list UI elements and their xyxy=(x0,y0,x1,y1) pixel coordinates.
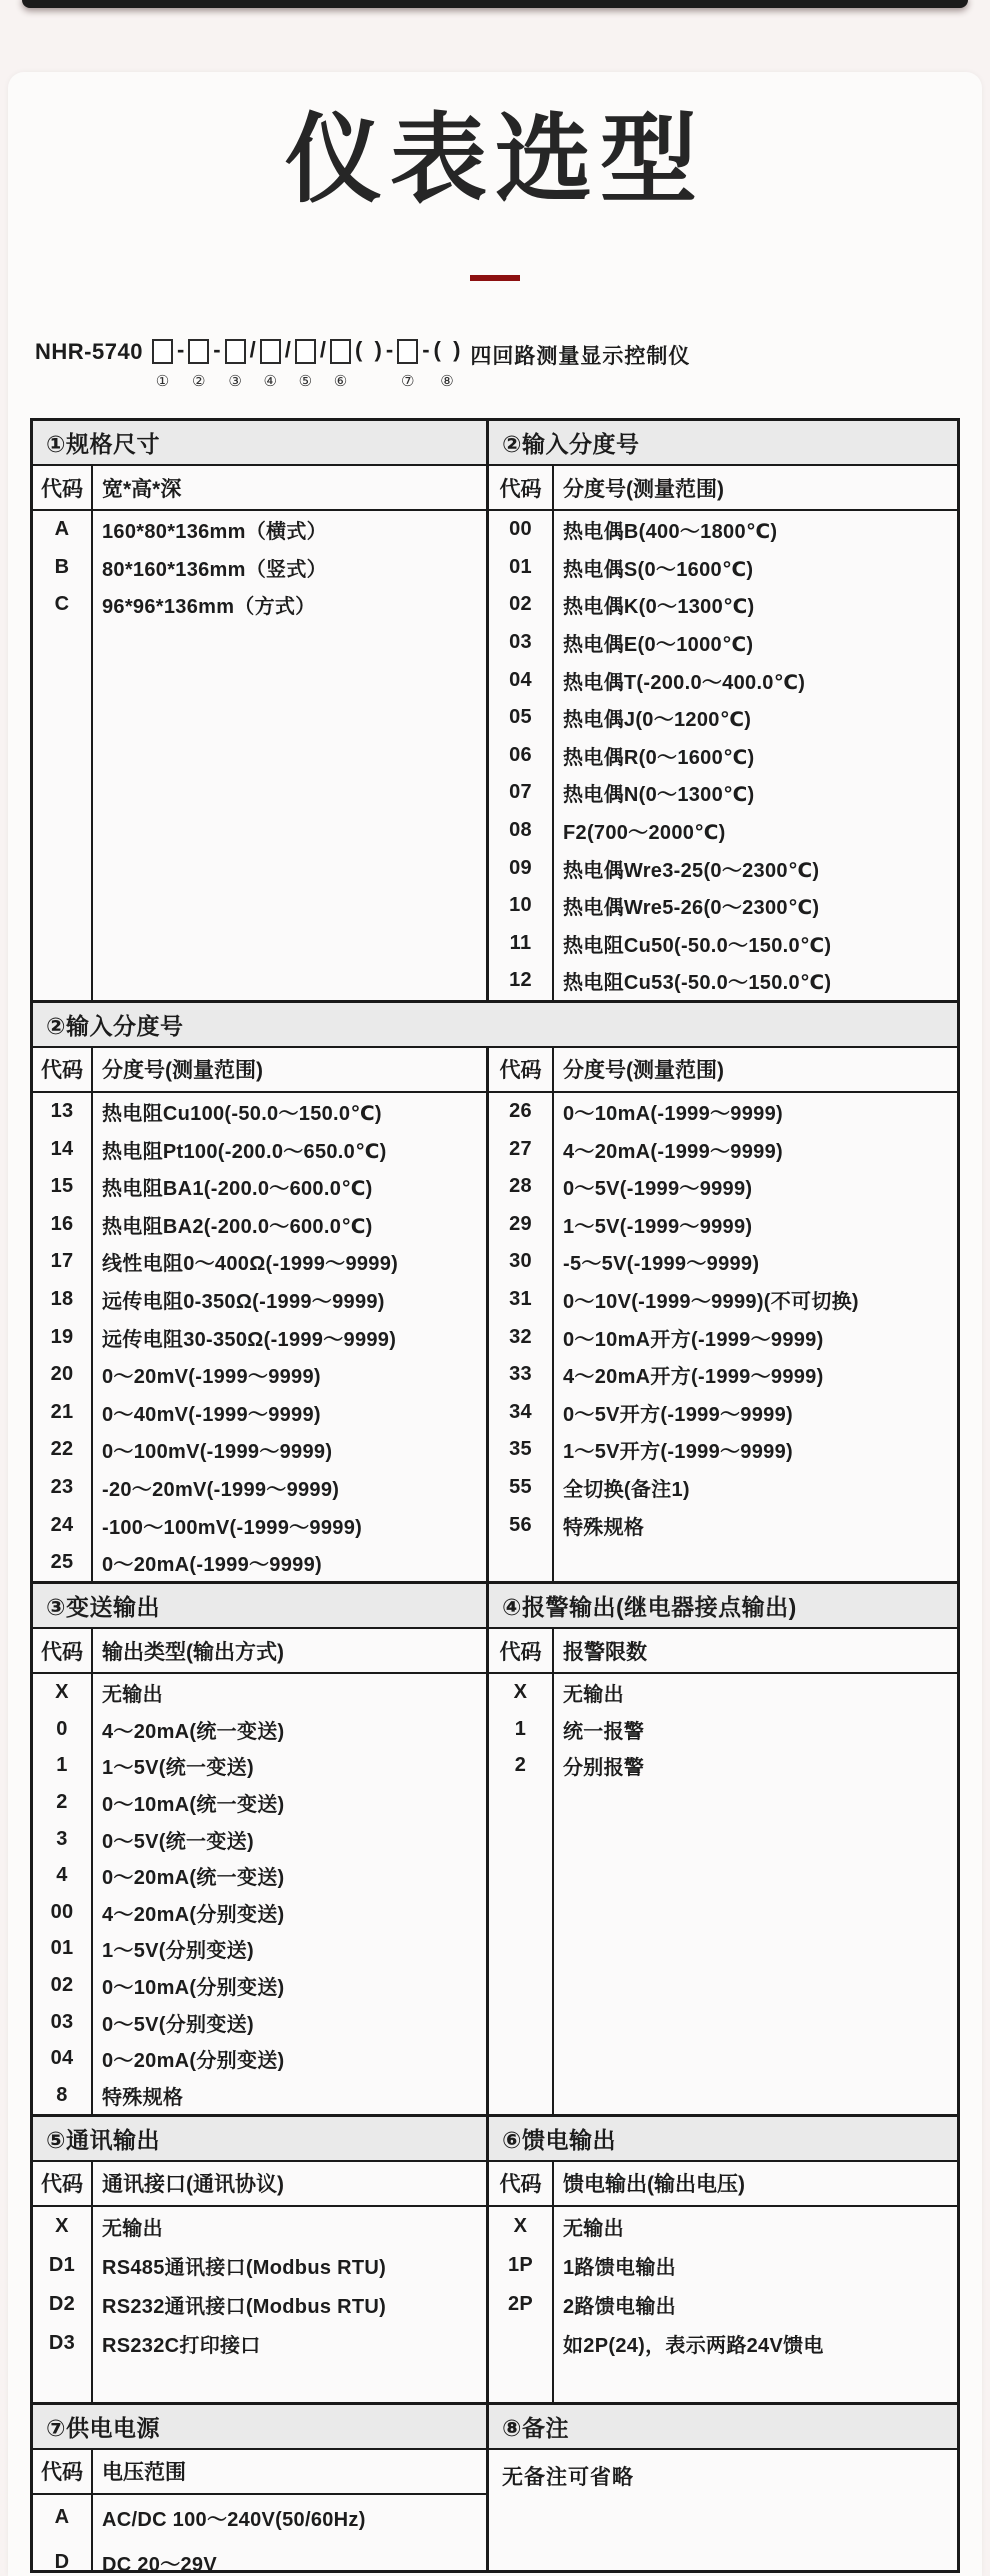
desc-cell: 0～10mA(统一变送) xyxy=(93,1784,489,1821)
separator-glyph: ( ) xyxy=(354,337,382,362)
desc-cell: -100～100mV(-1999～9999) xyxy=(93,1506,489,1544)
code-cell: D3 xyxy=(33,2324,93,2363)
desc-cell: 1路馈电输出 xyxy=(563,2256,676,2279)
code-cell xyxy=(33,925,93,963)
desc-cell: 0～10V(-1999～9999)(不可切换) xyxy=(563,1290,859,1313)
desc-cell: 4～20mA(统一变送) xyxy=(93,1711,489,1748)
desc-cell: RS485通讯接口(Modbus RTU) xyxy=(93,2246,489,2285)
desc-cell: 热电偶K(0～1300℃) xyxy=(563,596,755,619)
desc-cell: 0～5V开方(-1999～9999) xyxy=(563,1403,793,1426)
code-cell: 27 xyxy=(489,1130,554,1168)
code-box-glyph xyxy=(188,336,209,364)
code-cell: 2 xyxy=(489,1748,554,1785)
code-cell xyxy=(489,1544,554,1582)
code-cell xyxy=(33,887,93,925)
code-cell: 09 xyxy=(489,849,554,887)
code-cell xyxy=(489,1894,554,1931)
code-cell: 23 xyxy=(33,1469,93,1507)
column-header-code: 代码 xyxy=(489,1048,554,1093)
code-cell xyxy=(489,2324,554,2363)
column-header-code: 代码 xyxy=(489,466,554,511)
code-cell: 10 xyxy=(489,887,554,925)
code-cell: D xyxy=(33,2540,93,2573)
code-cell xyxy=(489,1857,554,1894)
code-cell: 06 xyxy=(489,737,554,775)
code-cell: 15 xyxy=(33,1168,93,1206)
desc-cell xyxy=(554,2040,957,2077)
code-cell: 04 xyxy=(33,2040,93,2077)
table-section-3 xyxy=(33,1581,957,2113)
code-box-glyph xyxy=(397,336,418,364)
code-cell: 55 xyxy=(489,1469,554,1507)
desc-cell xyxy=(93,925,489,963)
code-cell: 02 xyxy=(33,1967,93,2004)
code-cell: 24 xyxy=(33,1506,93,1544)
desc-cell: 0～20mA(分别变送) xyxy=(93,2040,489,2077)
model-code-box xyxy=(295,336,316,390)
desc-cell: 0～100mV(-1999～9999) xyxy=(93,1431,489,1469)
top-accent-bar xyxy=(22,0,968,8)
code-cell: 4 xyxy=(33,1857,93,1894)
circled-number-label: ⑦ xyxy=(400,373,415,390)
code-cell: C xyxy=(33,586,93,624)
desc-cell xyxy=(93,661,489,699)
desc-cell: F2(700～2000℃) xyxy=(563,822,726,845)
code-cell: 03 xyxy=(489,624,554,662)
code-box-glyph xyxy=(330,336,351,364)
code-cell: A xyxy=(33,2495,93,2540)
code-cell: 08 xyxy=(489,812,554,850)
empty-code-box xyxy=(152,339,173,364)
table-section-2 xyxy=(33,1000,957,1582)
code-cell xyxy=(489,2040,554,2077)
code-cell xyxy=(33,812,93,850)
desc-cell: 4～20mA开方(-1999～9999) xyxy=(563,1366,824,1389)
separator-glyph: - xyxy=(422,337,430,362)
code-cell: 12 xyxy=(489,962,554,1000)
empty-code-box xyxy=(260,339,281,364)
circled-number-label: ① xyxy=(155,373,170,390)
desc-cell: 无输出 xyxy=(93,1674,489,1711)
code-cell: X xyxy=(33,2207,93,2246)
code-cell: 11 xyxy=(489,925,554,963)
model-pattern xyxy=(150,336,462,390)
desc-cell: 80*160*136mm（竖式） xyxy=(93,549,489,587)
code-cell: 1 xyxy=(33,1748,93,1785)
code-cell: 05 xyxy=(489,699,554,737)
code-cell: 31 xyxy=(489,1281,554,1319)
code-cell xyxy=(489,2004,554,2041)
desc-cell: 0～10mA(分别变送) xyxy=(93,1967,489,2004)
column-header-code: 代码 xyxy=(33,2162,93,2207)
desc-cell: DC 20～29V xyxy=(93,2540,489,2573)
model-separator xyxy=(355,336,382,390)
code-cell: 3 xyxy=(33,1821,93,1858)
table-section-5 xyxy=(33,2402,957,2573)
section-title: ⑧备注 xyxy=(489,2405,957,2450)
desc-cell: 无输出 xyxy=(563,2217,624,2240)
model-code-box xyxy=(397,336,418,390)
desc-cell: AC/DC 100～240V(50/60Hz) xyxy=(93,2495,489,2540)
section-title: ①规格尺寸 xyxy=(33,421,489,466)
code-cell: 00 xyxy=(33,1894,93,1931)
empty-code-box xyxy=(188,339,209,364)
separator-glyph: / xyxy=(284,337,291,362)
code-cell xyxy=(489,1967,554,2004)
desc-cell: 热电阻Cu53(-50.0～150.0℃) xyxy=(563,972,832,995)
code-cell xyxy=(33,2363,93,2402)
model-separator xyxy=(285,336,291,390)
code-cell: 14 xyxy=(33,1130,93,1168)
section-title: ④报警输出(继电器接点输出) xyxy=(489,1584,957,1629)
desc-cell: 0～20mV(-1999～9999) xyxy=(93,1356,489,1394)
desc-cell: 160*80*136mm（横式） xyxy=(93,511,489,549)
code-cell: 1 xyxy=(489,1711,554,1748)
desc-cell xyxy=(554,1894,957,1931)
desc-cell xyxy=(93,737,489,775)
desc-cell: 热电偶T(-200.0～400.0℃) xyxy=(563,671,806,694)
desc-cell xyxy=(93,699,489,737)
desc-cell: -5～5V(-1999～9999) xyxy=(563,1253,760,1276)
model-code-line xyxy=(35,336,690,390)
content-card xyxy=(8,72,982,2576)
code-cell: 21 xyxy=(33,1393,93,1431)
desc-cell: 0～5V(-1999～9999) xyxy=(563,1178,753,1201)
desc-cell: 96*96*136mm（方式） xyxy=(93,586,489,624)
desc-cell: 统一报警 xyxy=(563,1720,645,1743)
desc-cell: 热电阻Cu50(-50.0～150.0℃) xyxy=(563,934,832,957)
code-box-glyph xyxy=(295,336,316,364)
desc-cell: 1～5V(-1999～9999) xyxy=(563,1215,753,1238)
model-code-box xyxy=(152,336,173,390)
desc-cell: 全切换(备注1) xyxy=(563,1478,690,1501)
code-cell: 29 xyxy=(489,1206,554,1244)
model-separator xyxy=(434,336,461,390)
desc-cell: 4～20mA(分别变送) xyxy=(93,1894,489,1931)
desc-cell: 热电阻Cu100(-50.0～150.0℃) xyxy=(93,1093,489,1131)
desc-cell: RS232C打印接口 xyxy=(93,2324,489,2363)
desc-cell: 无输出 xyxy=(563,1684,624,1707)
code-cell: 19 xyxy=(33,1318,93,1356)
code-box-glyph xyxy=(152,336,173,364)
desc-cell: 0～5V(分别变送) xyxy=(93,2004,489,2041)
column-header-code: 代码 xyxy=(33,466,93,511)
code-cell: 32 xyxy=(489,1318,554,1356)
page-title: 仪表选型 xyxy=(285,103,705,216)
column-header-desc: 馈电输出(输出电压) xyxy=(554,2162,957,2207)
code-cell xyxy=(489,2077,554,2114)
code-cell: 16 xyxy=(33,1206,93,1244)
desc-cell: 0～10mA开方(-1999～9999) xyxy=(563,1328,824,1351)
code-cell: 2P xyxy=(489,2285,554,2324)
column-header-code: 代码 xyxy=(33,1048,93,1093)
desc-cell: 0～40mV(-1999～9999) xyxy=(93,1393,489,1431)
separator-glyph: ( ) xyxy=(433,337,461,362)
section-title: ②输入分度号 xyxy=(489,421,957,466)
desc-cell: 热电偶Wre5-26(0～2300℃) xyxy=(563,897,820,920)
model-code-box xyxy=(260,336,281,390)
code-cell: 8 xyxy=(33,2077,93,2114)
desc-cell: 4～20mA(-1999～9999) xyxy=(563,1140,783,1163)
model-description: 四回路测量显示控制仪 xyxy=(470,345,691,368)
column-header-code: 代码 xyxy=(33,2450,93,2495)
code-cell: 28 xyxy=(489,1168,554,1206)
remark-note: 无备注可省略 xyxy=(502,2465,634,2489)
desc-cell xyxy=(554,1967,957,2004)
selection-table xyxy=(30,418,960,2573)
desc-cell xyxy=(93,849,489,887)
code-cell: X xyxy=(489,2207,554,2246)
desc-cell: RS232通讯接口(Modbus RTU) xyxy=(93,2285,489,2324)
circled-number-label: ② xyxy=(192,373,206,390)
column-header-desc: 分度号(测量范围) xyxy=(93,1048,489,1093)
table-section-4 xyxy=(33,2114,957,2402)
desc-cell xyxy=(554,1931,957,1968)
desc-cell: 2路馈电输出 xyxy=(563,2295,676,2318)
column-header-code: 代码 xyxy=(489,1629,554,1674)
code-box-glyph xyxy=(260,336,281,364)
model-code-box xyxy=(225,336,246,390)
section-title: ⑥馈电输出 xyxy=(489,2117,957,2162)
code-cell: 35 xyxy=(489,1431,554,1469)
code-cell: 0 xyxy=(33,1711,93,1748)
code-cell xyxy=(33,661,93,699)
desc-cell: 0～5V(统一变送) xyxy=(93,1821,489,1858)
model-number: NHR-5740 xyxy=(35,339,143,364)
model-separator xyxy=(422,336,429,390)
code-cell xyxy=(33,624,93,662)
desc-cell: 分别报警 xyxy=(563,1757,645,1780)
code-cell xyxy=(489,1821,554,1858)
code-cell: 07 xyxy=(489,774,554,812)
column-header-desc: 分度号(测量范围) xyxy=(554,1048,957,1093)
column-header-code: 代码 xyxy=(33,1629,93,1674)
desc-cell: 0～20mA(统一变送) xyxy=(93,1857,489,1894)
model-code-box xyxy=(188,336,209,390)
desc-cell: 热电偶Wre3-25(0～2300℃) xyxy=(563,859,820,882)
code-cell xyxy=(489,1784,554,1821)
column-header-desc: 分度号(测量范围) xyxy=(554,466,957,511)
desc-cell xyxy=(554,1784,957,1821)
desc-cell xyxy=(93,887,489,925)
code-cell: 2 xyxy=(33,1784,93,1821)
circled-number-label: ⑤ xyxy=(298,373,313,390)
column-header-desc: 通讯接口(通讯协议) xyxy=(93,2162,489,2207)
desc-cell: 热电偶B(400～1800℃) xyxy=(563,521,778,544)
empty-code-box xyxy=(225,339,246,364)
desc-cell xyxy=(93,2363,489,2402)
code-cell: 17 xyxy=(33,1243,93,1281)
circled-number-label: ④ xyxy=(263,373,277,390)
desc-cell: 0～20mA(-1999～9999) xyxy=(93,1544,489,1582)
code-cell: 25 xyxy=(33,1544,93,1582)
column-header-desc: 报警限数 xyxy=(554,1629,957,1674)
code-cell: X xyxy=(489,1674,554,1711)
code-cell: A xyxy=(33,511,93,549)
code-cell xyxy=(33,737,93,775)
desc-cell xyxy=(93,774,489,812)
column-header-desc: 输出类型(输出方式) xyxy=(93,1629,489,1674)
code-cell: 13 xyxy=(33,1093,93,1131)
code-cell xyxy=(489,2363,554,2402)
desc-cell: 无输出 xyxy=(93,2207,489,2246)
section-title: ⑦供电电源 xyxy=(33,2405,489,2450)
desc-cell: 特殊规格 xyxy=(93,2077,489,2114)
code-cell: 01 xyxy=(489,549,554,587)
separator-glyph: / xyxy=(319,337,326,362)
code-cell: 33 xyxy=(489,1356,554,1394)
desc-cell: 热电偶J(0～1200℃) xyxy=(563,709,752,732)
separator-glyph: / xyxy=(249,337,256,362)
code-cell: 18 xyxy=(33,1281,93,1319)
separator-glyph: - xyxy=(176,337,185,362)
model-separator xyxy=(250,336,256,390)
code-cell xyxy=(33,962,93,1000)
model-separator xyxy=(320,336,326,390)
desc-cell: 热电偶S(0～1600℃) xyxy=(563,558,754,581)
code-cell: 03 xyxy=(33,2004,93,2041)
code-cell: 00 xyxy=(489,511,554,549)
desc-cell xyxy=(554,1857,957,1894)
section-title: ③变送输出 xyxy=(33,1584,489,1629)
desc-cell xyxy=(93,962,489,1000)
model-separator xyxy=(213,336,220,390)
desc-cell: 热电偶E(0～1000℃) xyxy=(563,634,754,657)
empty-code-box xyxy=(330,339,351,364)
title-divider xyxy=(470,275,520,281)
code-cell: 20 xyxy=(33,1356,93,1394)
desc-cell: 1～5V(统一变送) xyxy=(93,1748,489,1785)
desc-cell xyxy=(93,812,489,850)
code-cell xyxy=(33,699,93,737)
desc-cell xyxy=(554,2077,957,2114)
model-code-box xyxy=(330,336,351,390)
code-cell: 04 xyxy=(489,661,554,699)
code-cell: D2 xyxy=(33,2285,93,2324)
empty-code-box xyxy=(295,339,316,364)
code-cell: 26 xyxy=(489,1093,554,1131)
desc-cell: 特殊规格 xyxy=(563,1516,645,1539)
column-header-desc: 电压范围 xyxy=(93,2450,489,2495)
desc-cell: 1～5V开方(-1999～9999) xyxy=(563,1441,793,1464)
circled-number-label: ⑧ xyxy=(440,373,454,390)
desc-cell xyxy=(554,1821,957,1858)
desc-cell: 0～10mA(-1999～9999) xyxy=(563,1103,783,1126)
desc-cell: 远传电阻30-350Ω(-1999～9999) xyxy=(93,1318,489,1356)
circled-number-label: ③ xyxy=(228,373,242,390)
circled-number-label: ⑥ xyxy=(333,373,348,390)
desc-cell: 热电阻Pt100(-200.0～650.0℃) xyxy=(93,1130,489,1168)
code-cell: 34 xyxy=(489,1393,554,1431)
section-title: ②输入分度号 xyxy=(33,1003,957,1048)
code-box-glyph xyxy=(225,336,246,364)
desc-cell: 1～5V(分别变送) xyxy=(93,1931,489,1968)
code-cell: B xyxy=(33,549,93,587)
desc-cell xyxy=(93,624,489,662)
code-cell: X xyxy=(33,1674,93,1711)
desc-cell xyxy=(554,2004,957,2041)
column-header-code: 代码 xyxy=(489,2162,554,2207)
code-cell: 56 xyxy=(489,1506,554,1544)
code-cell: 22 xyxy=(33,1431,93,1469)
column-header-desc: 宽*高*深 xyxy=(93,466,489,511)
code-cell xyxy=(489,1931,554,1968)
desc-cell: 线性电阻0～400Ω(-1999～9999) xyxy=(93,1243,489,1281)
code-cell: 02 xyxy=(489,586,554,624)
desc-cell xyxy=(554,2363,957,2402)
desc-cell: 热电偶N(0～1300℃) xyxy=(563,784,755,807)
table-section-1 xyxy=(33,421,957,1000)
desc-cell: 远传电阻0-350Ω(-1999～9999) xyxy=(93,1281,489,1319)
section-title: ⑤通讯输出 xyxy=(33,2117,489,2162)
code-cell: 30 xyxy=(489,1243,554,1281)
empty-code-box xyxy=(397,339,418,364)
code-cell: D1 xyxy=(33,2246,93,2285)
model-separator xyxy=(386,336,393,390)
desc-cell: 热电阻BA1(-200.0～600.0℃) xyxy=(93,1168,489,1206)
code-cell xyxy=(33,774,93,812)
desc-cell: 热电偶R(0～1600℃) xyxy=(563,746,755,769)
desc-cell: 热电阻BA2(-200.0～600.0℃) xyxy=(93,1206,489,1244)
separator-glyph: - xyxy=(213,337,221,362)
desc-cell: -20～20mV(-1999～9999) xyxy=(93,1469,489,1507)
desc-cell xyxy=(554,1544,957,1582)
code-cell xyxy=(33,849,93,887)
desc-cell: 如2P(24)，表示两路24V馈电 xyxy=(563,2334,824,2357)
model-separator xyxy=(177,336,184,390)
separator-glyph: - xyxy=(385,337,394,362)
code-cell: 1P xyxy=(489,2246,554,2285)
code-cell: 01 xyxy=(33,1931,93,1968)
